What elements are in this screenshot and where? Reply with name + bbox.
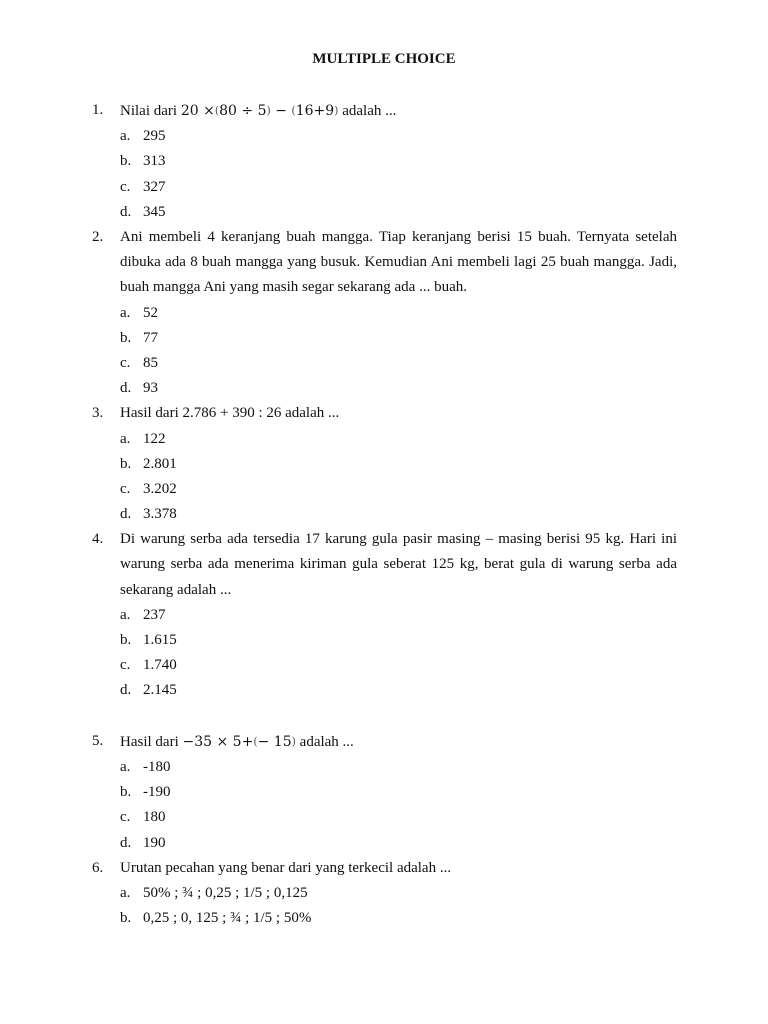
page-title: MULTIPLE CHOICE	[312, 51, 456, 67]
answer-options	[0, 301, 768, 402]
question-number: 5.	[92, 732, 104, 749]
option-c[interactable]: c. 180	[120, 809, 166, 826]
answer-options	[0, 427, 768, 528]
question-number: 6.	[92, 859, 104, 876]
question-1	[0, 98, 768, 225]
question-text: Ani membeli 4 keranjang buah mangga. Tiap keranjang berisi 15 buah. Ternyata setelah dibuka ada 8 buah mangga yang busuk. Kemudian Ani membeli lagi 25 buah mangga. Jadi, buah mangga Ani yang masih segar sekarang ada ... buah.	[120, 228, 677, 296]
option-d[interactable]: d. 93	[120, 380, 158, 397]
question-number: 3.	[92, 405, 104, 422]
option-c[interactable]: c. 3.202	[120, 480, 177, 497]
question-text: Hasil dari 2.786 + 390 : 26 adalah ...	[120, 405, 340, 422]
option-b[interactable]: b. 2.801	[120, 455, 177, 472]
question-3	[0, 401, 768, 527]
math-expression: −35 × 5+(− 15)	[182, 733, 296, 750]
option-b[interactable]: b. -190	[120, 784, 171, 801]
option-a[interactable]: a. 237	[120, 606, 166, 623]
question-text: Di warung serba ada tersedia 17 karung gula pasir masing – masing berisi 95 kg. Hari ini warung serba ada menerima kiriman gula seberat 125 kg, berat gula di warung serba ada sekarang adalah ...	[120, 531, 677, 598]
option-b[interactable]: b. 313	[120, 153, 166, 170]
question-2	[0, 225, 768, 401]
option-a[interactable]: a. 50% ; ¾ ; 0,25 ; 1/5 ; 0,125	[120, 884, 308, 901]
question-list	[0, 98, 768, 931]
answer-options	[0, 603, 768, 704]
option-c[interactable]: c. 85	[120, 354, 158, 371]
option-d[interactable]: d. 345	[120, 203, 166, 220]
option-d[interactable]: d. 3.378	[120, 506, 177, 523]
math-expression: 20 ×(80 ÷ 5) − (16+9)	[180, 103, 339, 119]
question-text: Urutan pecahan yang benar dari yang terkecil adalah ...	[120, 859, 452, 876]
question-number: 2.	[92, 228, 104, 245]
question-4	[0, 527, 768, 703]
answer-options	[0, 124, 768, 225]
question-text: Nilai dari 20 ×(80 ÷ 5) − (16+9) adalah ...	[120, 103, 397, 119]
option-c[interactable]: c. 1.740	[120, 657, 177, 674]
answer-options	[0, 755, 768, 856]
question-6	[0, 856, 768, 932]
option-a[interactable]: a. -180	[120, 759, 171, 776]
option-d[interactable]: d. 190	[120, 834, 166, 851]
option-a[interactable]: a. 122	[120, 430, 166, 447]
question-5	[0, 729, 768, 856]
question-number: 4.	[92, 531, 104, 548]
option-c[interactable]: c. 327	[120, 178, 166, 195]
spacer	[0, 704, 768, 729]
option-b[interactable]: b. 0,25 ; 0, 125 ; ¾ ; 1/5 ; 50%	[120, 910, 312, 927]
option-d[interactable]: d. 2.145	[120, 682, 177, 699]
option-a[interactable]: a. 295	[120, 128, 166, 145]
answer-options	[0, 881, 768, 931]
question-number: 1.	[92, 102, 104, 118]
option-b[interactable]: b. 1.615	[120, 632, 177, 649]
question-text: Hasil dari −35 × 5+(− 15) adalah ...	[120, 733, 354, 750]
option-b[interactable]: b. 77	[120, 329, 158, 346]
option-a[interactable]: a. 52	[120, 304, 158, 321]
